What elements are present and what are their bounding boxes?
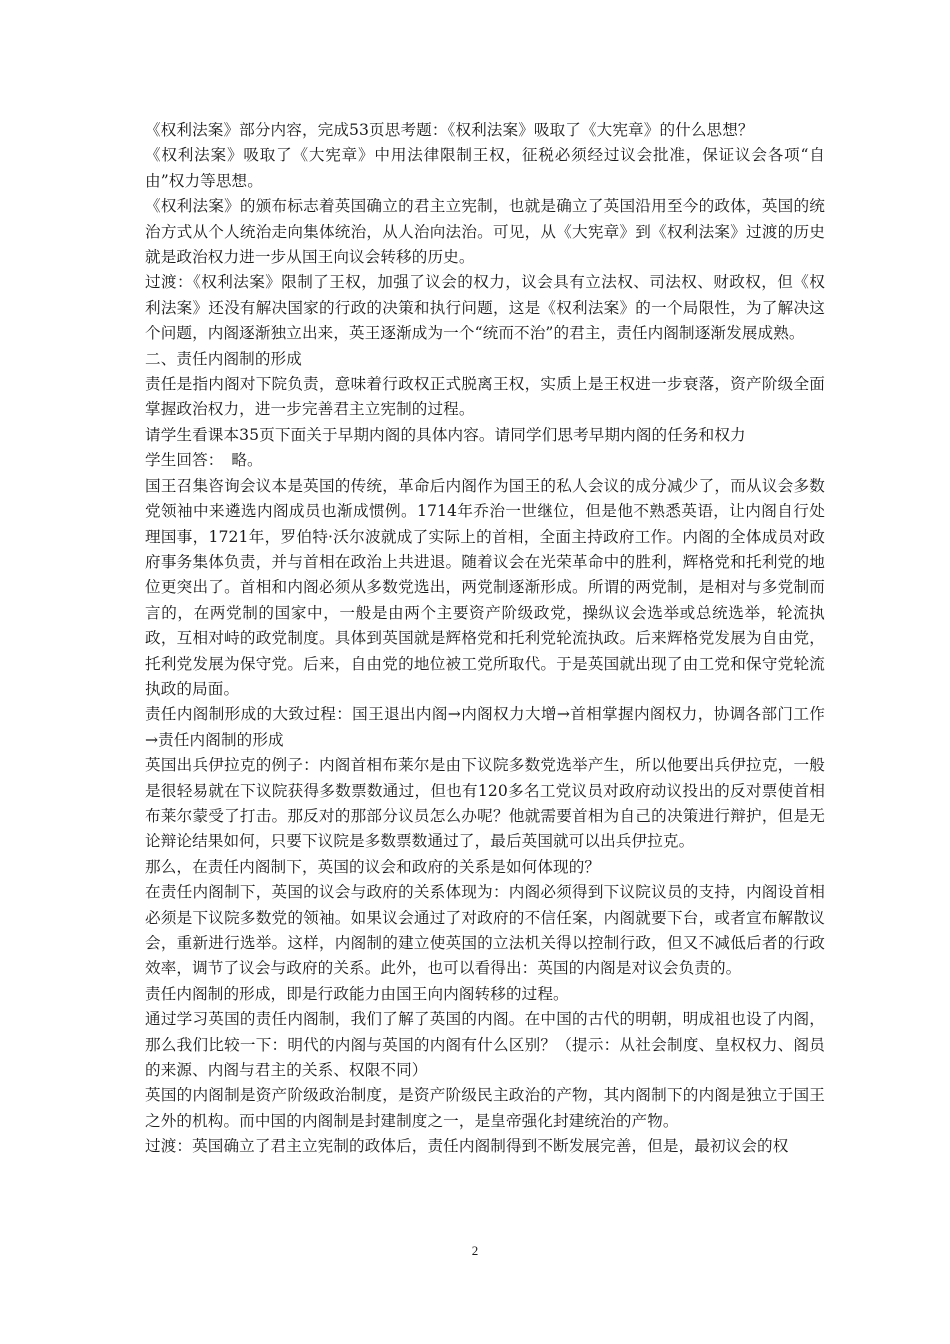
page-number: 2 bbox=[471, 1243, 479, 1258]
paragraph-cabinet-history: 国王召集咨询会议本是英国的传统，革命后内阁作为国王的私人会议的成分减少了，而从议会多数党领袖中来遴选内阁成员也渐成惯例。1714年乔治一世继位，但是他不熟悉英语，让内阁自行处理国事，1721年，罗伯特·沃尔波就成了实际上的首相，全面主持政府工作。内阁的全体成员对政府事务集体负责，并与首相在政治上共进退。随着议会在光荣革命中的胜利，辉格党和托利党的地位更突出了。首相和内阁必须从多数党选出，两党制逐渐形成。所谓的两党制，是相对与多党制而言的，在两党制的国家中，一般是由两个主要资产阶级政党，操纵议会选举或总统选举，轮流执政，互相对峙的政党制度。具体到英国就是辉格党和托利党轮流执政。后来辉格党发展为自由党，托利党发展为保守党。后来，自由党的地位被工党所取代。于是英国就出现了由工党和保守党轮流执政的局面。 bbox=[145, 476, 825, 698]
section-heading-cabinet-formation: 二、责任内阁制的形成 bbox=[145, 349, 302, 368]
paragraph-constitutional-monarchy: 《权利法案》的颁布标志着英国确立的君主立宪制，也就是确立了英国沿用至今的政体，英国的统治方式从个人统治走向集体统治，从人治向法治。可见，从《大宪章》到《权利法案》过渡的历史就是政治权力进一步从国王向议会转移的历史。 bbox=[145, 197, 825, 267]
document-body bbox=[145, 118, 825, 1160]
paragraph-ming-comparison: 通过学习英国的责任内阁制，我们了解了英国的内阁。在中国的古代的明朝，明成祖也设了内阁，那么我们比较一下：明代的内阁与英国的内阁有什么区别？（提示：从社会制度、皇权权力、阁员的来源、内阁与君主的关系、权限不同） bbox=[145, 1010, 825, 1080]
paragraph-iraq-example: 英国出兵伊拉克的例子：内阁首相布莱尔是由下议院多数党选举产生，所以他要出兵伊拉克，一般是很轻易就在下议院获得多数票数通过，但也有120多名工党议员对政府动议投出的反对票使首相布莱尔蒙受了打击。那反对的那部分议员怎么办呢？他就需要首相为自己的决策进行辩护，但是无论辩论结果如何，只要下议院是多数票数通过了，最后英国就可以出兵伊拉克。 bbox=[145, 756, 825, 851]
paragraph-formation-process: 责任内阁制形成的大致过程：国王退出内阁→内阁权力大增→首相掌握内阁权力，协调各部门工作→责任内阁制的形成 bbox=[145, 705, 825, 749]
paragraph-power-transfer: 责任内阁制的形成，即是行政能力由国王向内阁转移的过程。 bbox=[145, 984, 569, 1003]
paragraph-comparison-answer: 英国的内阁制是资产阶级政治制度，是资产阶级民主政治的产物，其内阁制下的内阁是独立于国王之外的机构。而中国的内阁制是封建制度之一，是皇帝强化封建统治的产物。 bbox=[145, 1086, 825, 1130]
paragraph-transition-2: 过渡：英国确立了君主立宪制的政体后，责任内阁制得到不断发展完善，但是，最初议会的权 bbox=[145, 1137, 789, 1156]
paragraph-responsibility-definition: 责任是指内阁对下院负责，意味着行政权正式脱离王权，实质上是王权进一步衰落，资产阶级全面掌握政治权力，进一步完善君主立宪制的过程。 bbox=[145, 375, 825, 419]
paragraph-relation-question: 那么，在责任内阁制下，英国的议会和政府的关系是如何体现的？ bbox=[145, 857, 601, 876]
paragraph-bill-of-rights-answer: 《权利法案》吸取了《大宪章》中用法律限制王权，征税必须经过议会批准，保证议会各项“自由”权力等思想。 bbox=[145, 146, 825, 190]
paragraph-textbook-prompt: 请学生看课本35页下面关于早期内阁的具体内容。请同学们思考早期内阁的任务和权力 bbox=[145, 425, 746, 444]
paragraph-relation-answer: 在责任内阁制下，英国的议会与政府的关系体现为：内阁必须得到下议院议员的支持，内阁设首相必须是下议院多数党的领袖。如果议会通过了对政府的不信任案，内阁就要下台，或者宣布解散议会，重新进行选举。这样，内阁制的建立使英国的立法机关得以控制行政，但又不减低后者的行政效率，调节了议会与政府的关系。此外，也可以看得出：英国的内阁是对议会负责的。 bbox=[145, 883, 825, 978]
paragraph-student-answer: 学生回答： 略。 bbox=[145, 451, 263, 470]
paragraph-transition-1: 过渡：《权利法案》限制了王权，加强了议会的权力，议会具有立法权、司法权、财政权，但《权利法案》还没有解决国家的行政的决策和执行问题，这是《权利法案》的一个局限性，为了解决这个问题，内阁逐渐独立出来，英王逐渐成为一个“统而不治”的君主，责任内阁制逐渐发展成熟。 bbox=[145, 273, 825, 343]
paragraph-bill-of-rights-question: 《权利法案》部分内容，完成53页思考题：《权利法案》吸取了《大宪章》的什么思想？ bbox=[145, 121, 754, 139]
